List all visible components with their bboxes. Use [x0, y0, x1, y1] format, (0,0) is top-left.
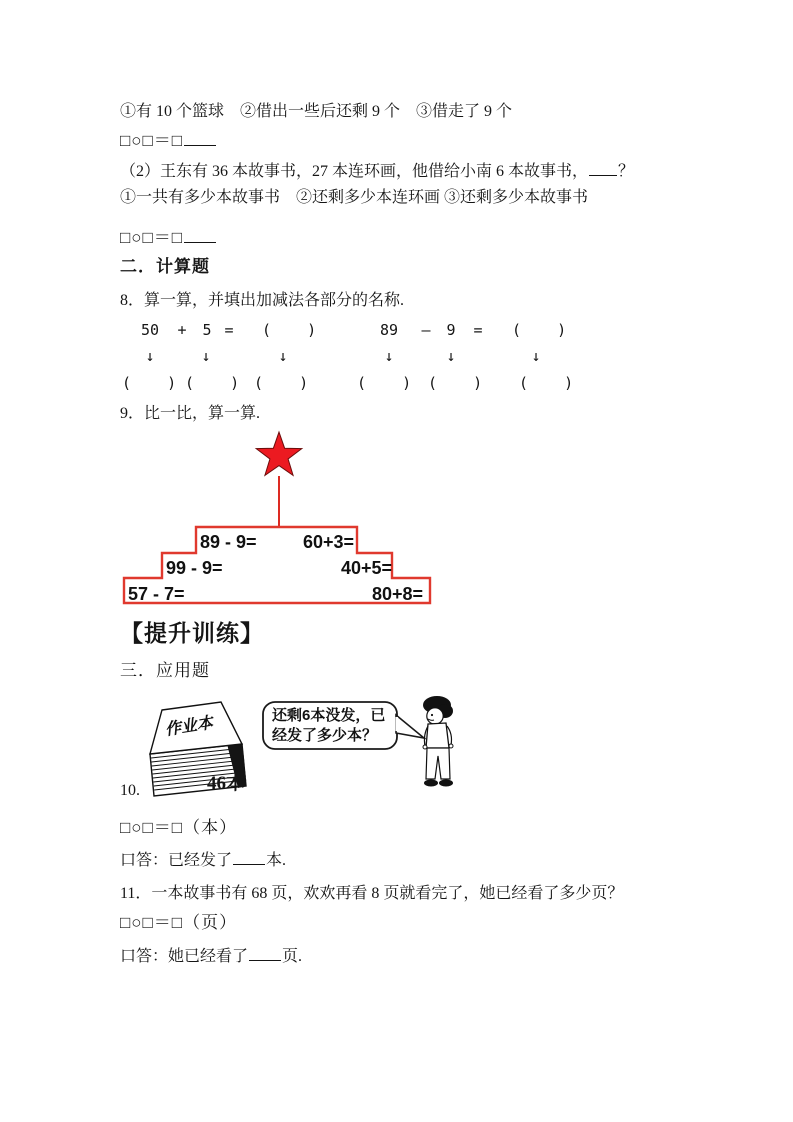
down-arrow-icon: ↓ [201, 347, 211, 365]
q8-label: 8．算一算，并填出加减法各部分的名称. [120, 292, 405, 309]
q11-answer-prefix: 口答：她已经看了 [120, 948, 249, 965]
q10-answer-prefix: 口答：已经发了 [120, 852, 233, 869]
q7b-stem-text: （2）王东有 36 本故事书，27 本连环画，他借给小南 6 本故事书， [120, 163, 589, 180]
step-eq-bottom-left: 57 - 7= [128, 584, 185, 604]
speech-bubble-text-line2: 经发了多少本？ [272, 727, 378, 744]
blank-line [184, 130, 216, 146]
down-arrow-icon: ↓ [145, 347, 155, 365]
blank-line [233, 849, 265, 865]
q8-right-operand1: 89 [379, 321, 399, 339]
section-applied-heading: 三．应用题 [120, 661, 210, 680]
q8-name-paren: ( ) [519, 374, 574, 392]
q8-left-result-paren: ( ) [262, 321, 317, 339]
q8-left-operator: + [177, 321, 187, 339]
q10-answer-suffix: 本. [266, 852, 287, 869]
notebook-cover-label: 作业本 [163, 714, 215, 739]
q8-name-paren: ( ) [428, 374, 483, 392]
boy-cartoon [423, 696, 453, 787]
step-eq-top-right: 60+3= [303, 532, 355, 552]
q10-answer-line [120, 849, 286, 871]
q8-right-result-paren: ( ) [512, 321, 567, 339]
q8-name-paren: ( ) [254, 374, 309, 392]
q10-number: 10. [120, 782, 140, 799]
step-eq-mid-left: 99 - 9= [166, 558, 223, 578]
blank-line [184, 227, 216, 243]
q7b-question-mark: ？ [618, 163, 635, 180]
down-arrow-icon: ↓ [278, 347, 288, 365]
q11-formula-line: □○□＝□（页） [120, 913, 238, 932]
notebook-count-label: 46本 [207, 773, 246, 794]
down-arrow-icon: ↓ [446, 347, 456, 365]
q10-formula-line: □○□＝□（本） [120, 818, 238, 837]
speech-bubble-text-line1: 还剩6本没发，已 [272, 707, 386, 724]
q8-left-operand1: 50 [140, 321, 160, 339]
q7b-formula-line [120, 227, 217, 248]
q8-name-paren: ( ) [185, 374, 240, 392]
down-arrow-icon: ↓ [531, 347, 541, 365]
section-calc-heading: 二．计算题 [120, 257, 210, 276]
boost-heading: 【提升训练】 [120, 620, 264, 646]
q9-label: 9．比一比，算一算. [120, 405, 261, 422]
q11-answer-line [120, 945, 302, 967]
q7-options-line: ①有 10 个篮球 ②借出一些后还剩 9 个 ③借走了 9 个 [120, 103, 513, 120]
q8-name-paren: ( ) [122, 374, 177, 392]
q7b-stem-line [120, 160, 634, 182]
q8-left-equals: = [224, 321, 234, 339]
step-eq-bottom-right: 80+8= [372, 584, 424, 604]
speech-bubble-pointer [396, 715, 424, 738]
q8-right-operand2: 9 [446, 321, 456, 339]
q8-name-paren: ( ) [357, 374, 412, 392]
q7-formula-line [120, 130, 217, 151]
red-star-icon [256, 432, 302, 475]
down-arrow-icon: ↓ [384, 347, 394, 365]
q8-right-equals: = [473, 321, 483, 339]
formula-boxes: □○□＝□ [120, 131, 184, 150]
formula-boxes: □○□＝□ [120, 228, 184, 247]
q8-right-operator: — [421, 321, 431, 339]
q7b-options-line: ①一共有多少本故事书 ②还剩多少本连环画 ③还剩多少本故事书 [120, 189, 589, 206]
blank-line [589, 160, 617, 176]
q11-label: 11．一本故事书有 68 页，欢欢再看 8 页就看完了，她已经看了多少页？ [120, 885, 624, 902]
step-eq-top-left: 89 - 9= [200, 532, 257, 552]
step-eq-mid-right: 40+5= [341, 558, 393, 578]
q11-answer-suffix: 页. [282, 948, 303, 965]
q8-left-operand2: 5 [202, 321, 212, 339]
blank-line [249, 945, 281, 961]
